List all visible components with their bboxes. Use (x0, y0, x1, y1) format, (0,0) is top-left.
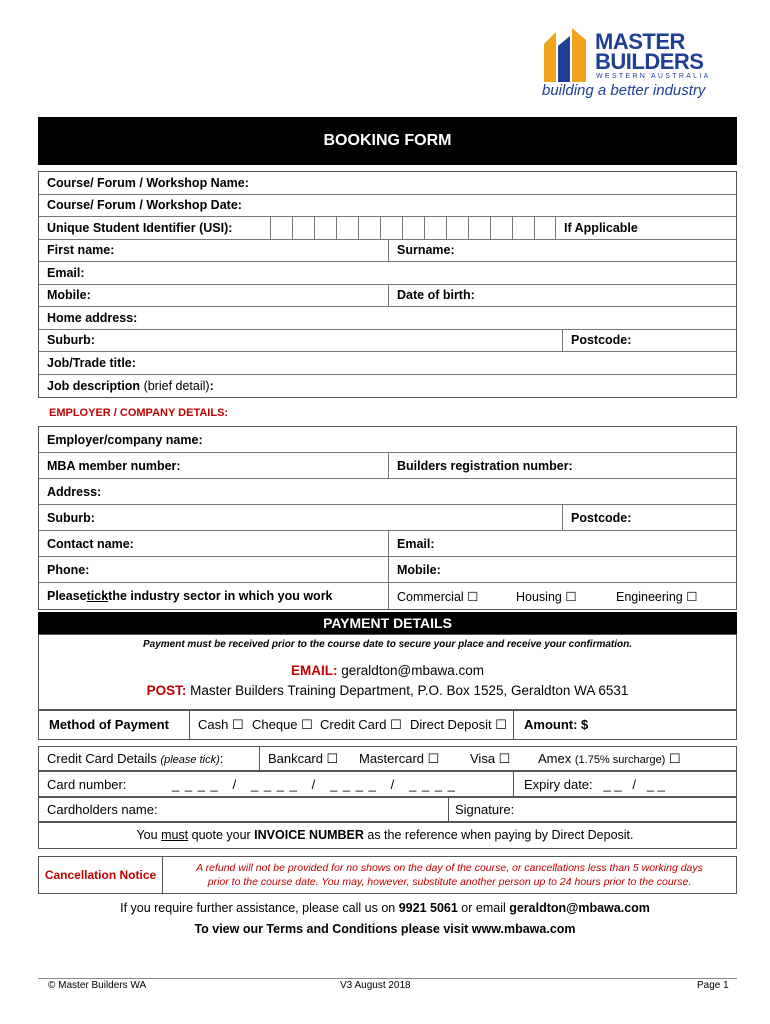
employer-details-table (38, 426, 737, 610)
terms-line[interactable]: To view our Terms and Conditions please visit www.mbawa.com (194, 922, 576, 936)
footer-page-number: Page 1 (697, 980, 729, 991)
suburb-field[interactable]: Suburb: (47, 333, 95, 348)
job-desc-row[interactable] (39, 375, 736, 398)
card-number-label: Card number: (47, 777, 127, 792)
dob-field[interactable]: Date of birth: (388, 285, 736, 307)
usi-label: Unique Student Identifier (USI): (47, 220, 233, 235)
amount-field[interactable]: Amount: $ (524, 717, 589, 732)
bankcard-checkbox[interactable]: Bankcard ☐ (268, 751, 339, 766)
job-desc-note: (brief detail) (143, 378, 210, 393)
logo-tagline: building a better industry (542, 82, 706, 99)
building-logo-icon (542, 26, 590, 82)
usi-box[interactable] (534, 217, 556, 239)
amex-surcharge: (1.75% surcharge) (574, 754, 666, 766)
mastercard-checkbox[interactable]: Mastercard ☐ (359, 751, 440, 766)
job-title-field[interactable]: Job/Trade title: (47, 355, 136, 370)
quote-pre: You (136, 828, 162, 842)
assist-mid: or email (457, 901, 510, 915)
usi-box[interactable] (314, 217, 336, 239)
payment-email-value[interactable]: geraldton@mbawa.com (341, 663, 485, 678)
job-desc-colon: : (209, 378, 214, 393)
payment-heading: PAYMENT DETAILS (38, 612, 737, 634)
usi-box[interactable] (380, 217, 402, 239)
cc-details-label (47, 751, 223, 766)
employer-section-heading: EMPLOYER / COMPANY DETAILS: (49, 407, 229, 419)
payment-post-line (39, 683, 736, 698)
sector-commercial-checkbox[interactable]: Commercial ☐ (388, 583, 508, 609)
course-name-label: Course/ Forum / Workshop Name: (47, 175, 249, 190)
student-details-table (38, 171, 737, 398)
usi-box[interactable] (292, 217, 314, 239)
visa-checkbox[interactable]: Visa ☐ (470, 751, 511, 766)
course-date-row[interactable] (39, 195, 736, 218)
phone-row (39, 557, 736, 583)
cancellation-line-1: A refund will not be provided for no shows on the day of the course, or cancellations less than 5 working days (196, 862, 703, 874)
usi-box[interactable] (402, 217, 424, 239)
usi-box[interactable] (446, 217, 468, 239)
cc-details-note: (please tick) (160, 754, 220, 766)
usi-if-applicable: If Applicable (564, 220, 638, 235)
employer-address-row[interactable] (39, 479, 736, 505)
usi-boxes[interactable] (270, 217, 556, 239)
sector-housing-checkbox[interactable]: Housing ☐ (516, 589, 577, 604)
course-date-label: Course/ Forum / Workshop Date: (47, 198, 242, 213)
builders-reg-field[interactable]: Builders registration number: (388, 453, 736, 478)
sector-label (39, 583, 388, 609)
employer-mobile-field[interactable]: Mobile: (388, 557, 736, 582)
cardholder-name-field[interactable]: Cardholders name: (47, 802, 158, 817)
postcode-field[interactable]: Postcode: (562, 330, 736, 352)
sector-tick-word: tick (86, 589, 109, 603)
employer-address-field[interactable]: Address: (47, 484, 102, 499)
email-row[interactable] (39, 262, 736, 285)
mba-row (39, 453, 736, 479)
sector-prefix: Please (47, 589, 87, 603)
employer-email-field[interactable]: Email: (388, 531, 736, 556)
employer-postcode-field[interactable]: Postcode: (562, 505, 736, 530)
signature-field[interactable]: Signature: (455, 802, 515, 817)
usi-box[interactable] (336, 217, 358, 239)
master-builders-logo (540, 22, 720, 102)
first-name-field[interactable]: First name: (47, 243, 115, 258)
payment-email-line (39, 663, 736, 678)
contact-name-field[interactable]: Contact name: (47, 536, 134, 551)
assistance-line (0, 901, 770, 915)
invoice-quote-text (0, 828, 770, 842)
sector-row (39, 583, 736, 609)
home-address-field[interactable]: Home address: (47, 310, 138, 325)
credit-card-checkbox[interactable]: Credit Card ☐ (320, 717, 402, 732)
usi-box[interactable] (270, 217, 292, 239)
assist-pre: If you require further assistance, please call us on (120, 901, 399, 915)
method-of-payment-label: Method of Payment (49, 717, 169, 732)
employer-name-field[interactable]: Employer/company name: (47, 432, 203, 447)
contact-row (39, 531, 736, 557)
sector-suffix: the industry sector in which you work (108, 589, 333, 603)
sector-engineering-checkbox[interactable]: Engineering ☐ (616, 589, 698, 604)
job-desc-field[interactable] (39, 375, 214, 398)
name-row (39, 240, 736, 263)
usi-box[interactable] (490, 217, 512, 239)
amex-label: Amex (538, 751, 572, 766)
home-address-row[interactable] (39, 307, 736, 330)
mobile-row (39, 285, 736, 308)
email-field[interactable]: Email: (47, 265, 85, 280)
cash-checkbox[interactable]: Cash ☐ (198, 717, 244, 732)
footer-copyright: © Master Builders WA (48, 980, 147, 991)
amex-box[interactable]: ☐ (668, 751, 681, 766)
employer-suburb-row (39, 505, 736, 531)
surname-field[interactable]: Surname: (388, 240, 736, 262)
card-number-input[interactable]: _ _ _ _ / _ _ _ _ / _ _ _ _ / _ _ _ _ (172, 777, 456, 792)
quote-must: must (161, 828, 189, 842)
job-title-row[interactable] (39, 352, 736, 375)
quote-mid: quote your (188, 828, 255, 842)
usi-box[interactable] (468, 217, 490, 239)
employer-name-row[interactable] (39, 427, 736, 453)
employer-phone-field[interactable]: Phone: (47, 562, 90, 577)
payment-email-label: EMAIL: (290, 663, 338, 678)
logo-word-builders: BUILDERS (595, 49, 704, 74)
cancellation-line-2: prior to the course date. You may, however, substitute another person up to 24 hours prior to the course. (207, 876, 692, 888)
employer-suburb-field[interactable]: Suburb: (47, 510, 95, 525)
logo-subtitle: WESTERN AUSTRALIA (596, 73, 711, 80)
expiry-date-field[interactable]: Expiry date: _ _ / _ _ (524, 777, 665, 792)
footer-version: V3 August 2018 (340, 980, 411, 991)
direct-deposit-checkbox[interactable]: Direct Deposit ☐ (410, 717, 507, 732)
usi-box[interactable] (358, 217, 380, 239)
job-desc-label: Job description (47, 378, 141, 393)
usi-row (39, 217, 736, 240)
assist-email[interactable]: geraldton@mbawa.com (509, 901, 650, 915)
usi-box[interactable] (424, 217, 446, 239)
cc-details-colon: : (219, 751, 224, 766)
assist-phone[interactable]: 9921 5061 (398, 901, 458, 915)
payment-note: Payment must be received prior to the course date to secure your place and receive your confirmation. (142, 639, 633, 650)
payment-post-label: POST: (146, 683, 187, 698)
cancellation-notice-text (163, 856, 737, 894)
mobile-field[interactable]: Mobile: (47, 288, 91, 303)
cc-details-text: Credit Card Details (47, 751, 157, 766)
payment-info-box (38, 634, 737, 710)
payment-post-value: Master Builders Training Department, P.O. Box 1525, Geraldton WA 6531 (190, 683, 629, 698)
cancellation-notice-label: Cancellation Notice (38, 856, 163, 894)
suburb-row (39, 330, 736, 353)
course-name-row[interactable] (39, 172, 736, 195)
footer-divider (38, 978, 737, 979)
logo-word-master: MASTER (595, 29, 685, 54)
form-title: BOOKING FORM (38, 117, 737, 165)
usi-box[interactable] (512, 217, 534, 239)
quote-post: as the reference when paying by Direct Deposit. (363, 828, 634, 842)
amex-checkbox[interactable] (538, 751, 681, 767)
quote-invoice-number: INVOICE NUMBER (254, 828, 364, 842)
cheque-checkbox[interactable]: Cheque ☐ (252, 717, 313, 732)
mba-number-field[interactable]: MBA member number: (47, 458, 181, 473)
